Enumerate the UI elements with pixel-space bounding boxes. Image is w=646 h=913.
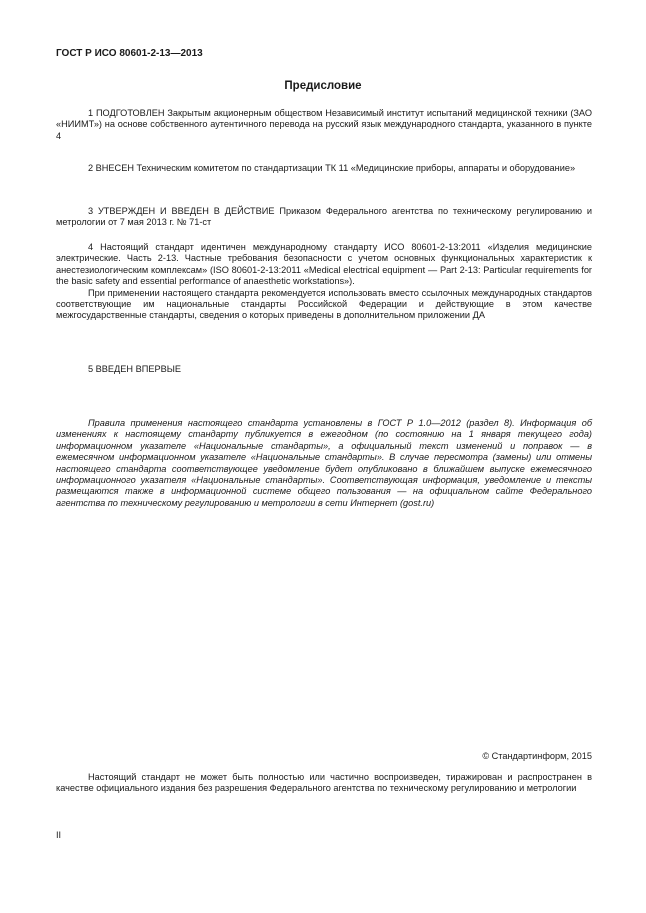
item-1 bbox=[56, 108, 592, 142]
item-3-text: 3 УТВЕРЖДЕН И ВВЕДЕН В ДЕЙСТВИЕ Приказом Федерального агентства по техническому регулированию и метрологии от 7 мая 2013 г. № 71-ст bbox=[56, 206, 592, 228]
page-title: Предисловие bbox=[284, 80, 362, 92]
item-5 bbox=[56, 364, 592, 375]
item-4-note: При применении настоящего стандарта рекомендуется использовать вместо ссылочных международных стандартов соответствующие им национальные стандарты Российской Федерации и действующие в этом качестве межгосударственные стандарты, сведения о которых приведены в дополнительном приложении ДА bbox=[56, 287, 592, 321]
item-2-text: 2 ВНЕСЕН Техническим комитетом по стандартизации ТК 11 «Медицинские приборы, аппараты и оборудование» bbox=[88, 163, 576, 173]
item-4 bbox=[56, 242, 592, 322]
copyright: © Стандартинформ, 2015 bbox=[482, 751, 592, 761]
rules-paragraph bbox=[56, 418, 592, 509]
document-header: ГОСТ Р ИСО 80601-2-13—2013 bbox=[56, 48, 203, 59]
item-2 bbox=[56, 163, 592, 174]
reproduction-notice bbox=[56, 772, 592, 795]
reproduction-notice-text: Настоящий стандарт не может быть полностью или частично воспроизведен, тиражирован и распространен в качестве официального издания без разрешения Федерального агентства по техническому регулированию и метрологии bbox=[56, 772, 592, 794]
item-4-text: 4 Настоящий стандарт идентичен международному стандарту ИСО 80601-2-13:2011 «Изделия медицинские электрические. Часть 2-13. Частные требования безопасности с учетом основных функциональных характеристик к анестезиологическим комплексам» (ISO 80601-2-13:2011 «Medical electrical equipment — Part 2-13: Particular requirements for the basic safety and essential performance of anaesthetic workstations»). bbox=[56, 242, 592, 287]
rules-text: Правила применения настоящего стандарта установлены в ГОСТ Р 1.0—2012 (раздел 8). Информация об изменениях к настоящему стандарту публикуется в ежегодном (по состоянию на 1 января текущего года) информационном указателе «Национальные стандарты», а официальный текст изменений и поправок — в ежемесячном информационном указателе «Национальные стандарты». В случае пересмотра (замены) или отмены настоящего стандарта соответствующее уведомление будет опубликовано в ближайшем выпуске ежемесячного информационного указателя «Национальные стандарты». Соответствующая информация, уведомление и тексты размещаются также в информационной системе общего пользования — на официальном сайте Федерального агентства по техническому регулированию и метрологии в сети Интернет (gost.ru) bbox=[56, 418, 592, 508]
item-3 bbox=[56, 206, 592, 229]
item-1-text: 1 ПОДГОТОВЛЕН Закрытым акционерным обществом Независимый институт испытаний медицинской техники (ЗАО «НИИМТ») на основе собственного аутентичного перевода на русский язык международного стандарта, указанного в пункте 4 bbox=[56, 108, 592, 141]
page-number: II bbox=[56, 830, 62, 840]
item-5-text: 5 ВВЕДЕН ВПЕРВЫЕ bbox=[88, 364, 181, 374]
